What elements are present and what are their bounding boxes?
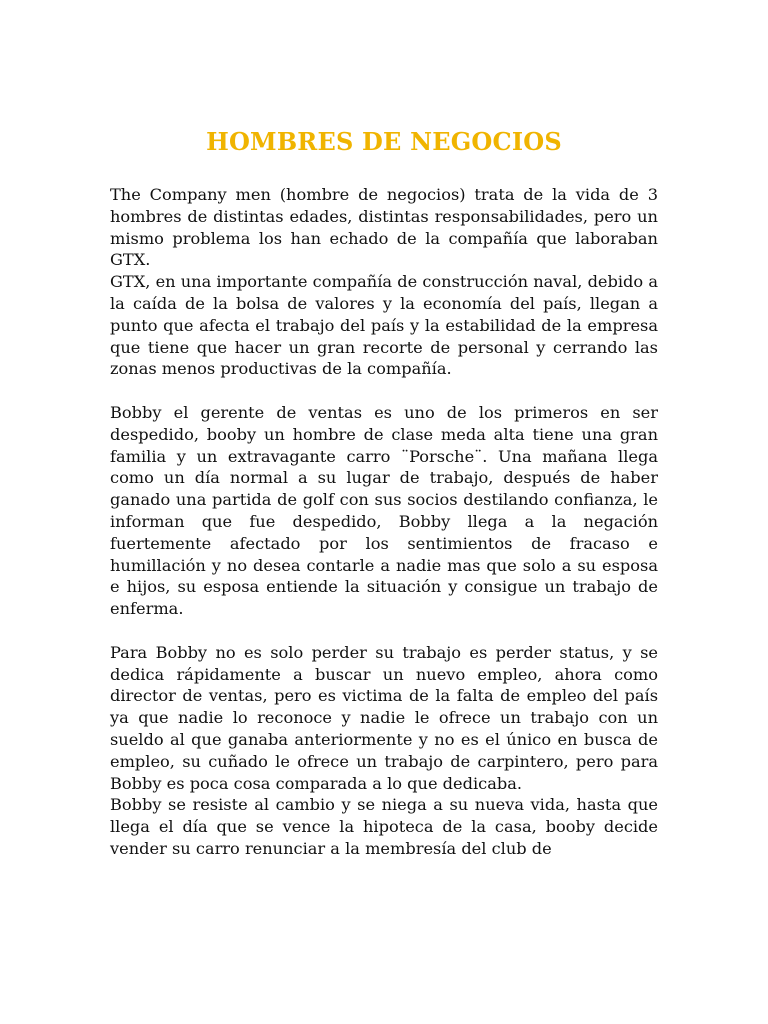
- paragraph-spacer: [110, 620, 658, 642]
- paragraph-bobby-resists: Bobby se resiste al cambio y se niega a su nueva vida, hasta que llega el día que se vence la hipoteca de la casa, booby decide vender su carro renunciar a la membresía del club de: [110, 795, 658, 858]
- paragraph-bobby-dismissal: Bobby el gerente de ventas es uno de los primeros en ser despedido, booby un hombre de clase meda alta tiene una gran familia y un extravagante carro ¨Porsche¨. Una mañana llega como un día normal a su lugar de trabajo, después de haber ganado una partida de golf con sus socios destilando confianza, le informan que fue despedido, Bobby llega a la negación fuertemente afectado por los sentimientos de fracaso e humillación y no desea contarle a nadie mas que solo a su esposa e hijos, su esposa entiende la situación y consigue un trabajo de enferma.: [110, 402, 658, 619]
- paragraph-gtx: GTX, en una importante compañía de construcción naval, debido a la caída de la bolsa de valores y la economía del país, llegan a punto que afecta el trabajo del país y la estabilidad de la empresa que tiene que hacer un gran recorte de personal y cerrando las zonas menos productivas de la compañía.: [110, 272, 658, 379]
- document-title: HOMBRES DE NEGOCIOS: [206, 127, 562, 156]
- document-page: [110, 122, 658, 860]
- paragraph-bobby-status: Para Bobby no es solo perder su trabajo es perder status, y se dedica rápidamente a buscar un nuevo empleo, ahora como director de ventas, pero es victima de la falta de empleo del país ya que nadie lo reconoce y nadie le ofrece un trabajo con un sueldo al que ganaba anteriormente y no es el único en busca de empleo, su cuñado le ofrece un trabajo de carpintero, pero para Bobby es poca cosa comparada a lo que dedicaba.: [110, 642, 658, 793]
- paragraph-spacer: [110, 380, 658, 402]
- paragraph-intro: The Company men (hombre de negocios) trata de la vida de 3 hombres de distintas edades, distintas responsabilidades, pero un mismo problema los han echado de la compañía que laboraban GTX.: [110, 185, 658, 270]
